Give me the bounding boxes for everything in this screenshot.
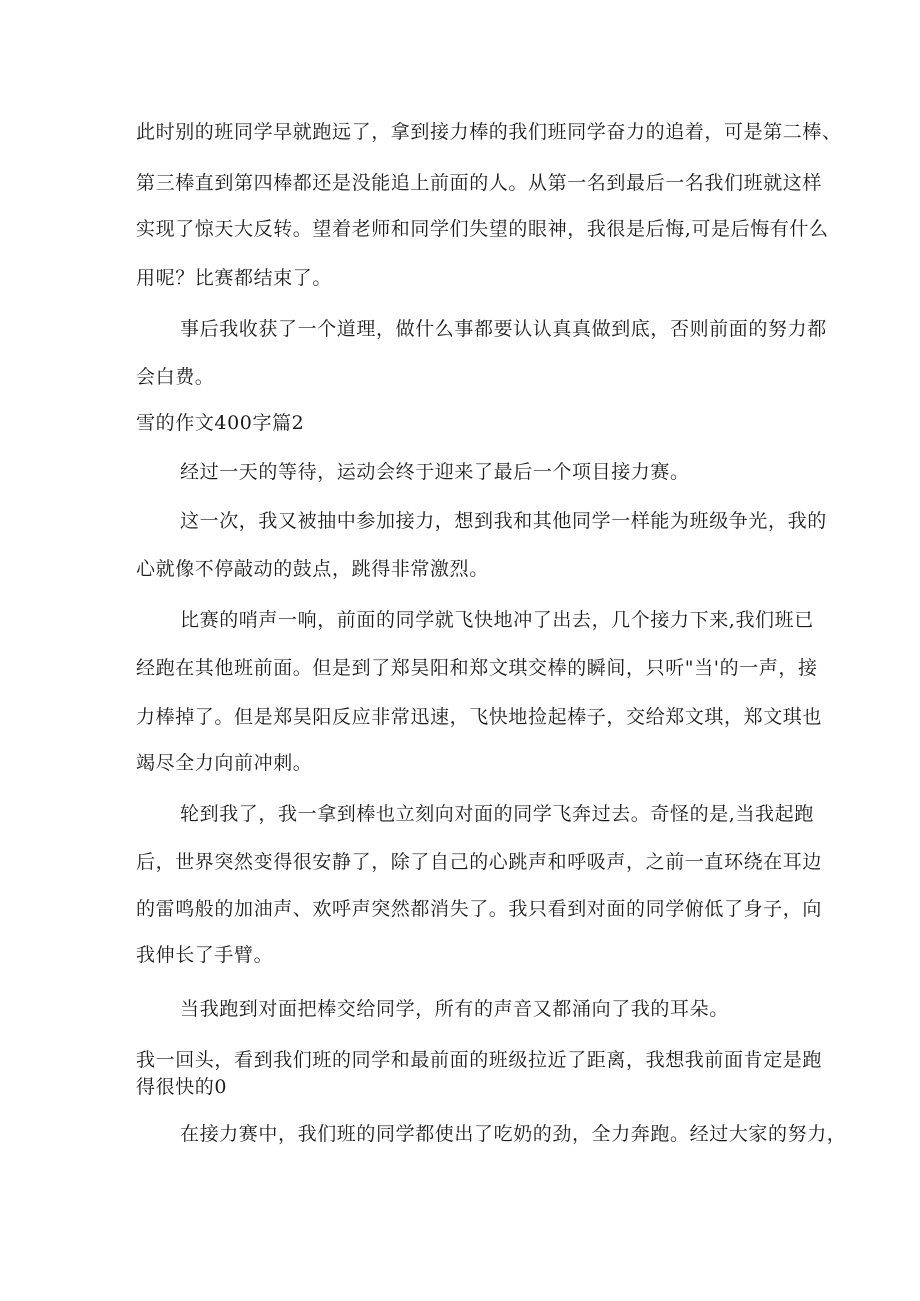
paragraph-line: 当我跑到对面把棒交给同学，所有的声音又都涌向了我的耳朵。: [180, 998, 729, 1020]
paragraph-line: 事后我收获了一个道理，做什么事都要认认真真做到底，否则前面的努力都: [180, 318, 827, 340]
paragraph-line: 在接力赛中，我们班的同学都使出了吃奶的劲，全力奔跑。经过大家的努力，: [180, 1123, 847, 1145]
paragraph-line: 此时别的班同学早就跑远了，拿到接力棒的我们班同学奋力的追着，可是第二棒、: [136, 121, 842, 143]
paragraph-line: 的雷鸣般的加油声、欢呼声突然都消失了。我只看到对面的同学俯低了身子，向: [136, 898, 823, 920]
paragraph-line: 经过一天的等待，运动会终于迎来了最后一个项目接力赛。: [180, 461, 690, 483]
paragraph-line: 第三棒直到第四棒都还是没能追上前面的人。从第一名到最后一名我们班就这样: [136, 172, 823, 194]
paragraph-line: 实现了惊天大反转。望着老师和同学们失望的眼神，我很是后悔,可是后悔有什么: [136, 218, 829, 240]
paragraph-line: 经跑在其他班前面。但是到了郑昊阳和郑文琪交棒的瞬间，只听"当'的一声，接: [136, 657, 818, 679]
paragraph-line: 我一回头，看到我们班的同学和最前面的班级拉近了距离，我想我前面肯定是跑: [136, 1049, 823, 1071]
paragraph-line: 轮到我了，我一拿到棒也立刻向对面的同学飞奔过去。奇怪的是,当我起跑: [180, 803, 814, 825]
paragraph-line: 力棒掉了。但是郑昊阳反应非常迅速，飞快地捡起棒子，交给郑文琪，郑文琪也: [136, 706, 823, 728]
paragraph-line: 这一次，我又被抽中参加接力，想到我和其他同学一样能为班级争光，我的: [180, 510, 827, 532]
paragraph-line: 比赛的哨声一响，前面的同学就飞快地冲了出去，几个接力下来,我们班已: [180, 609, 814, 631]
section-heading: 雪的作文400字篇2: [136, 412, 305, 434]
paragraph-line: 会白费。: [136, 366, 215, 388]
paragraph-line: 得很快的0: [136, 1076, 228, 1098]
paragraph-line: 后，世界突然变得很安静了，除了自己的心跳声和呼吸声，之前一直环绕在耳边: [136, 851, 823, 873]
paragraph-line: 竭尽全力向前冲刺。: [136, 752, 313, 774]
paragraph-line: 用呢？比赛都结束了。: [136, 267, 333, 289]
paragraph-line: 我伸长了手臂。: [136, 944, 274, 966]
paragraph-line: 心就像不停敲动的鼓点，跳得非常激烈。: [136, 558, 489, 580]
